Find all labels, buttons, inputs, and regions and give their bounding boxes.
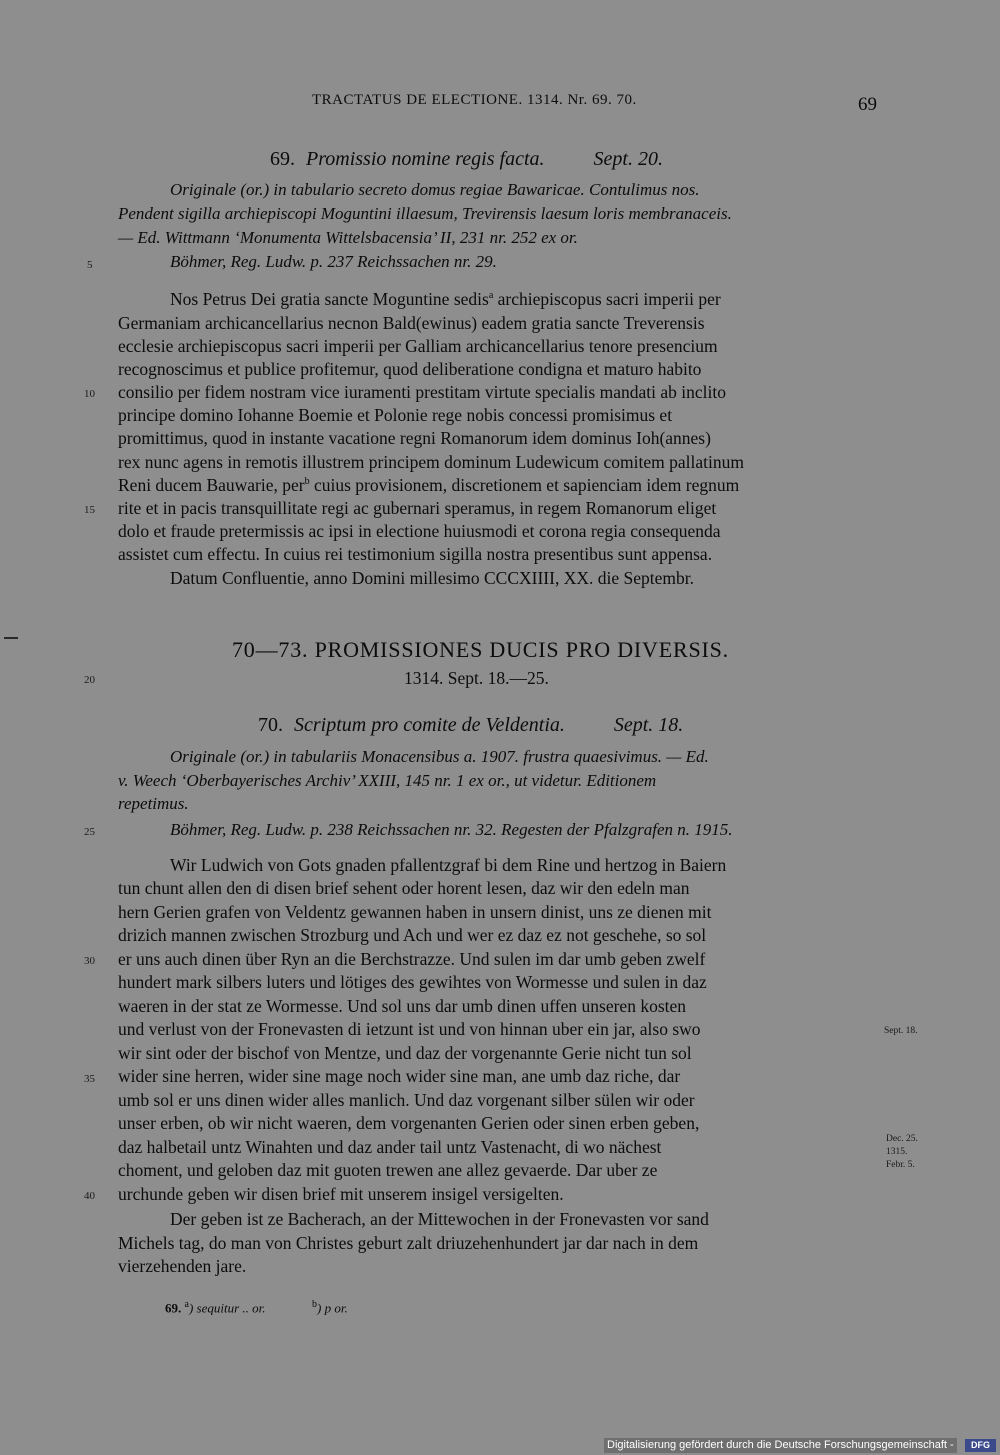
doc-70-body-line: drizich mannen zwischen Strozburg und Ach und wer ez daz ez not geschehe, so sol — [118, 925, 707, 945]
line-number: 20 — [84, 674, 95, 686]
section-dates: 1314. Sept. 18.—25. — [404, 668, 549, 688]
doc-70-meta-line: Originale (or.) in tabulariis Monacensibus a. 1907. frustra quaesivimus. — Ed. — [170, 747, 709, 766]
running-header: TRACTATUS DE ELECTIONE. 1314. Nr. 69. 70. — [312, 92, 637, 108]
doc-69-body-line: promittimus, quod in instante vacatione regni Romanorum idem dominus Ioh(annes) — [118, 428, 711, 448]
doc-70-number: 70. — [258, 714, 283, 736]
margin-note-date: 1315. — [886, 1147, 908, 1157]
doc-69-body-line: assistet cum effectu. In cuius rei testimonium sigilla nostra presentibus sunt appensa. — [118, 544, 713, 564]
doc-70-body-line: er uns auch dinen über Ryn an die Berchstrazze. Und sulen im dar umb geben zwelf — [118, 949, 706, 969]
doc-70-body-line: hundert mark silbers luters und lötiges des gewihtes von Wormesse und sulen in daz — [118, 972, 707, 992]
doc-70-body-line: Wir Ludwich von Gots gnaden pfallentzgraf bi dem Rine und hertzog in Baiern — [170, 855, 727, 875]
doc-70-body-line: und verlust von der Fronevasten di ietzunt ist und von hinnan uber ein jar, also swo — [118, 1019, 701, 1039]
doc-69-body-line: dolo et fraude pretermissis ac ipsi in electione huiusmodi et corona regia consequenda — [118, 521, 721, 541]
doc-69-body-line: principe domino Iohanne Boemie et Polonie rege nobis concessi promisimus et — [118, 405, 673, 425]
doc-69-title: Promissio nomine regis facta. — [306, 148, 545, 170]
line-number: 30 — [84, 955, 95, 967]
footnote-a-text: ) sequitur .. or. — [188, 1300, 266, 1316]
margin-note-date: Dec. 25. — [886, 1134, 918, 1144]
doc-70-body-line: vierzehenden jare. — [118, 1256, 247, 1276]
line-number: 15 — [84, 504, 95, 516]
doc-69-body-line: consilio per fidem nostram vice iuramenti prestitam virtute specialis mandati ab inclito — [118, 382, 726, 402]
doc-70-heading — [258, 714, 683, 737]
doc-69-body-line: ecclesie archiepiscopus sacri imperii per Galliam archicancellarius tenore presencium — [118, 336, 718, 356]
doc-69-meta-line: Böhmer, Reg. Ludw. p. 237 Reichssachen nr. 29. — [170, 252, 497, 271]
digitization-credit: Digitalisierung gefördert durch die Deutsche Forschungsgemeinschaft - — [604, 1438, 957, 1453]
line-number: 10 — [84, 388, 95, 400]
doc-70-body-line: tun chunt allen den di disen brief sehent oder horent lesen, daz wir den edeln man — [118, 878, 690, 898]
doc-69-meta-line: Pendent sigilla archiepiscopi Moguntini illaesum, Trevirensis laesum loris membranaceis. — [118, 204, 732, 223]
doc-69-body-line: Nos Petrus Dei gratia sancte Moguntine sedis$^a$ archiepiscopus sacri imperii per — [170, 289, 721, 309]
doc-70-date: Sept. 18. — [613, 714, 684, 736]
line-number: 25 — [84, 826, 95, 838]
doc-70-meta-line: repetimus. — [118, 794, 189, 813]
doc-69-heading — [270, 148, 663, 171]
doc-70-body-line: urchunde geben wir disen brief mit unserem insigel versigelten. — [118, 1184, 564, 1204]
doc-69-date: Sept. 20. — [593, 148, 663, 170]
footnote-b-mark: b — [312, 1299, 318, 1310]
doc-70-title: Scriptum pro comite de Veldentia. — [294, 714, 565, 736]
margin-note-date: Sept. 18. — [884, 1026, 918, 1036]
section-title: 70—73. PROMISSIONES DUCIS PRO DIVERSIS. — [232, 637, 729, 662]
doc-69-body-line: recognoscimus et publice profitemur, quod deliberatione condigna et maturo habito — [118, 359, 702, 379]
doc-69-body-line: rite et in pacis transquillitate regi ac gubernari speramus, in regem Romanorum eliget — [118, 498, 717, 518]
footnote-mark-b: b — [304, 476, 310, 488]
doc-70-meta-line: Böhmer, Reg. Ludw. p. 238 Reichssachen nr. 32. Regesten der Pfalzgrafen n. 1915. — [170, 820, 733, 839]
dfg-logo: DFG — [965, 1439, 996, 1452]
doc-70-body-line: choment, und geloben daz mit guoten trewen ane allez gevaerde. Dar uber ze — [118, 1160, 658, 1180]
doc-70-body-line: Michels tag, do man von Christes geburt zalt driuzehenhundert jar dar nach in dem — [118, 1233, 699, 1253]
page-number: 69 — [858, 94, 877, 115]
doc-69-body-line: Reni ducem Bauwarie, per$^b$ cuius provisionem, discretionem et sapienciam idem regnum — [118, 475, 740, 495]
doc-69-meta-line: Originale (or.) in tabulario secreto domus regiae Bawaricae. Contulimus nos. — [170, 180, 700, 199]
footnote-a-mark: a — [184, 1299, 189, 1310]
doc-70-body-line: wider sine herren, wider sine mage noch wider sine man, ane umb daz riche, dar — [118, 1066, 681, 1086]
doc-70-body-line: unser erben, ob wir nicht waeren, dem vorgenanten Gerien oder sinen erben geben, — [118, 1113, 700, 1133]
doc-70-body-line: waeren in der stat ze Wormesse. Und sol uns dar umb dinen uffen unseren kosten — [118, 996, 687, 1016]
footnote-b-text: ) p or. — [317, 1300, 348, 1316]
margin-note-date: Febr. 5. — [886, 1160, 915, 1170]
doc-69-body-line: Datum Confluentie, anno Domini millesimo CCCXIIII, XX. die Septembr. — [170, 568, 694, 588]
doc-70-body-line: hern Gerien grafen von Veldentz gewannen haben in unsern dinist, uns ze dienen mit — [118, 902, 712, 922]
doc-69-body-line: Germaniam archicancellarius necnon Bald(ewinus) eadem gratia sancte Treverensis — [118, 313, 705, 333]
doc-70-body-line: wir sint oder der bischof von Mentze, und daz der vorgenannte Gerie nicht tun sol — [118, 1043, 692, 1063]
footnote-doc-number: 69. — [165, 1300, 182, 1316]
doc-69-meta-line: — Ed. Wittmann ‘Monumenta Wittelsbacensia’ II, 231 nr. 252 ex or. — [118, 228, 578, 247]
doc-70-body-line: daz halbetail untz Winahten und daz ander tail untz Vastenacht, di wo nächest — [118, 1137, 662, 1157]
margin-mark — [4, 637, 18, 639]
footnote — [165, 1299, 348, 1316]
doc-69-body-line: rex nunc agens in remotis illustrem principem dominum Ludewicum comitem pallatinum — [118, 452, 744, 472]
footnote-mark-a: a — [488, 290, 494, 302]
line-number: 35 — [84, 1073, 95, 1085]
doc-70-meta-line: v. Weech ‘Oberbayerisches Archiv’ XXIII, 145 nr. 1 ex or., ut videtur. Editionem — [118, 771, 657, 790]
doc-69-number: 69. — [270, 148, 295, 170]
line-number: 40 — [84, 1190, 95, 1202]
doc-70-body-line: Der geben ist ze Bacherach, an der Mittewochen in der Fronevasten vor sand — [170, 1209, 709, 1229]
line-number: 5 — [87, 259, 93, 271]
doc-70-body-line: umb sol er uns dinen wider alles manlich. Und daz vorgenant silber sülen wir oder — [118, 1090, 695, 1110]
